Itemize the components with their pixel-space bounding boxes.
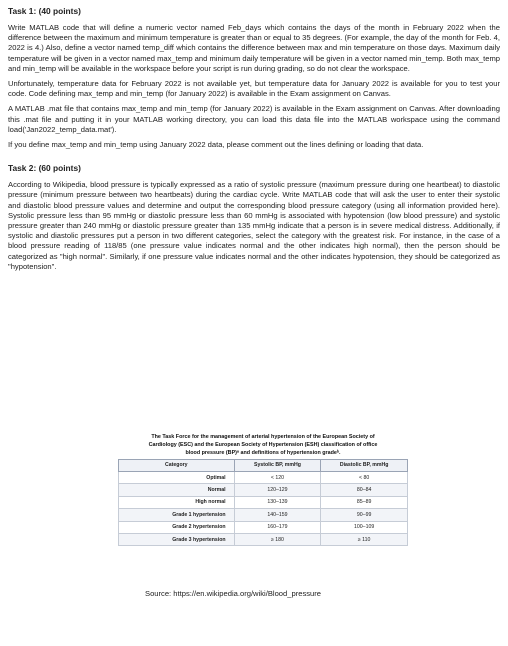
cell-systolic: < 120 [234, 472, 321, 484]
task1-paragraph-2: Unfortunately, temperature data for February 2022 is not available yet, but temperature data for January 2022 is available for you to test your code. Code defining max_temp and min_temp (for January 2022) is available in the Exam assignment on Canvas. [8, 79, 500, 99]
bp-category-table [118, 459, 408, 546]
header-category: Category [119, 460, 235, 472]
cell-category: Optimal [119, 472, 235, 484]
cell-category: Normal [119, 484, 235, 496]
cell-category: Grade 2 hypertension [119, 521, 235, 533]
caption-line: blood pressure (BP)ᵃ and definitions of hypertension gradeᵇ. [185, 450, 341, 456]
cell-systolic: 120–129 [234, 484, 321, 496]
document-body [8, 6, 500, 277]
cell-diastolic: ≥ 110 [321, 533, 408, 545]
caption-line: The Task Force for the management of arterial hypertension of the European Society of [151, 434, 375, 440]
task2-paragraph: According to Wikipedia, blood pressure is typically expressed as a ratio of systolic pressure (maximum pressure during one heartbeat) to diastolic pressure (minimum pressure between two heartbeats) during the cardiac cycle. Write MATLAB code that will ask the user to enter their systolic and diastolic blood pressure values and determine and output the corresponding blood pressure category (using all information provided here). Systolic pressure less than 95 mmHg or diastolic pressure less than 60 mmHg is associated with hypotension (low blood pressure) and systolic pressure greater than 240 mmHg or diastolic pressure greater than 135 mmHg indicate that a person is in severe medical distress. Additionally, if systolic and diastolic pressures put a person in two different categories, select the category with the greatest risk. For instance, in the case of a blood pressure reading of 118/85 (one pressure value indicates normal and the other indicates high normal), then the person should be categorized as "high normal". Similarly, if one pressure value indicates normal and the other indicates hypotension, they should be categorized as "hypotension". [8, 180, 500, 271]
cell-category: Grade 3 hypertension [119, 533, 235, 545]
header-systolic: Systolic BP, mmHg [234, 460, 321, 472]
header-diastolic: Diastolic BP, mmHg [321, 460, 408, 472]
table-row [119, 521, 408, 533]
table-caption [118, 433, 408, 457]
task1-paragraph-4: If you define max_temp and min_temp using January 2022 data, please comment out the lines defining or loading that data. [8, 140, 424, 150]
cell-category: High normal [119, 496, 235, 508]
table-row [119, 496, 408, 508]
cell-diastolic: 80–84 [321, 484, 408, 496]
task1-title: Task 1: (40 points) [8, 6, 81, 16]
table-header-row [119, 460, 408, 472]
table-source: Source: https://en.wikipedia.org/wiki/Blood_pressure [145, 589, 322, 598]
task2-title: Task 2: (60 points) [8, 163, 81, 174]
cell-systolic: 140–159 [234, 509, 321, 521]
bp-table-figure [118, 433, 408, 546]
cell-diastolic: 85–89 [321, 496, 408, 508]
cell-systolic: 130–139 [234, 496, 321, 508]
cell-category: Grade 1 hypertension [119, 509, 235, 521]
task1-paragraph-1: Write MATLAB code that will define a numeric vector named Feb_days which contains the days of the month in February 2022 when the difference between the maximum and minimum temperature is greater than or equal to 35 degrees. (For example, the day of the month for Feb. 4, 2022 is 4.) Also, define a vector named temp_diff which contains the difference between max and min temperature on those days. Maximum daily temperature will be given in a vector named max_temp and minimum daily temperature will be given in a vector named min_temp. Both max_temp and min_temp will be available in the workspace before your script is run during grading, so do not clear the workspace. [8, 23, 500, 73]
caption-line: Cardiology (ESC) and the European Society of Hypertension (ESH) classification of office [148, 442, 378, 448]
cell-diastolic: 90–99 [321, 509, 408, 521]
task1-paragraph-3: A MATLAB .mat file that contains max_temp and min_temp (for January 2022) is available in the Exam assignment on Canvas. After downloading this .mat file and putting it in your MATLAB working directory, you can load this data file into the MATLAB workspace using the command load('Jan2022_temp_data.mat'). [8, 104, 500, 134]
cell-systolic: 160–179 [234, 521, 321, 533]
cell-diastolic: 100–109 [321, 521, 408, 533]
table-row [119, 472, 408, 484]
cell-systolic: ≥ 180 [234, 533, 321, 545]
table-row [119, 484, 408, 496]
cell-diastolic: < 80 [321, 472, 408, 484]
table-row [119, 509, 408, 521]
table-row [119, 533, 408, 545]
